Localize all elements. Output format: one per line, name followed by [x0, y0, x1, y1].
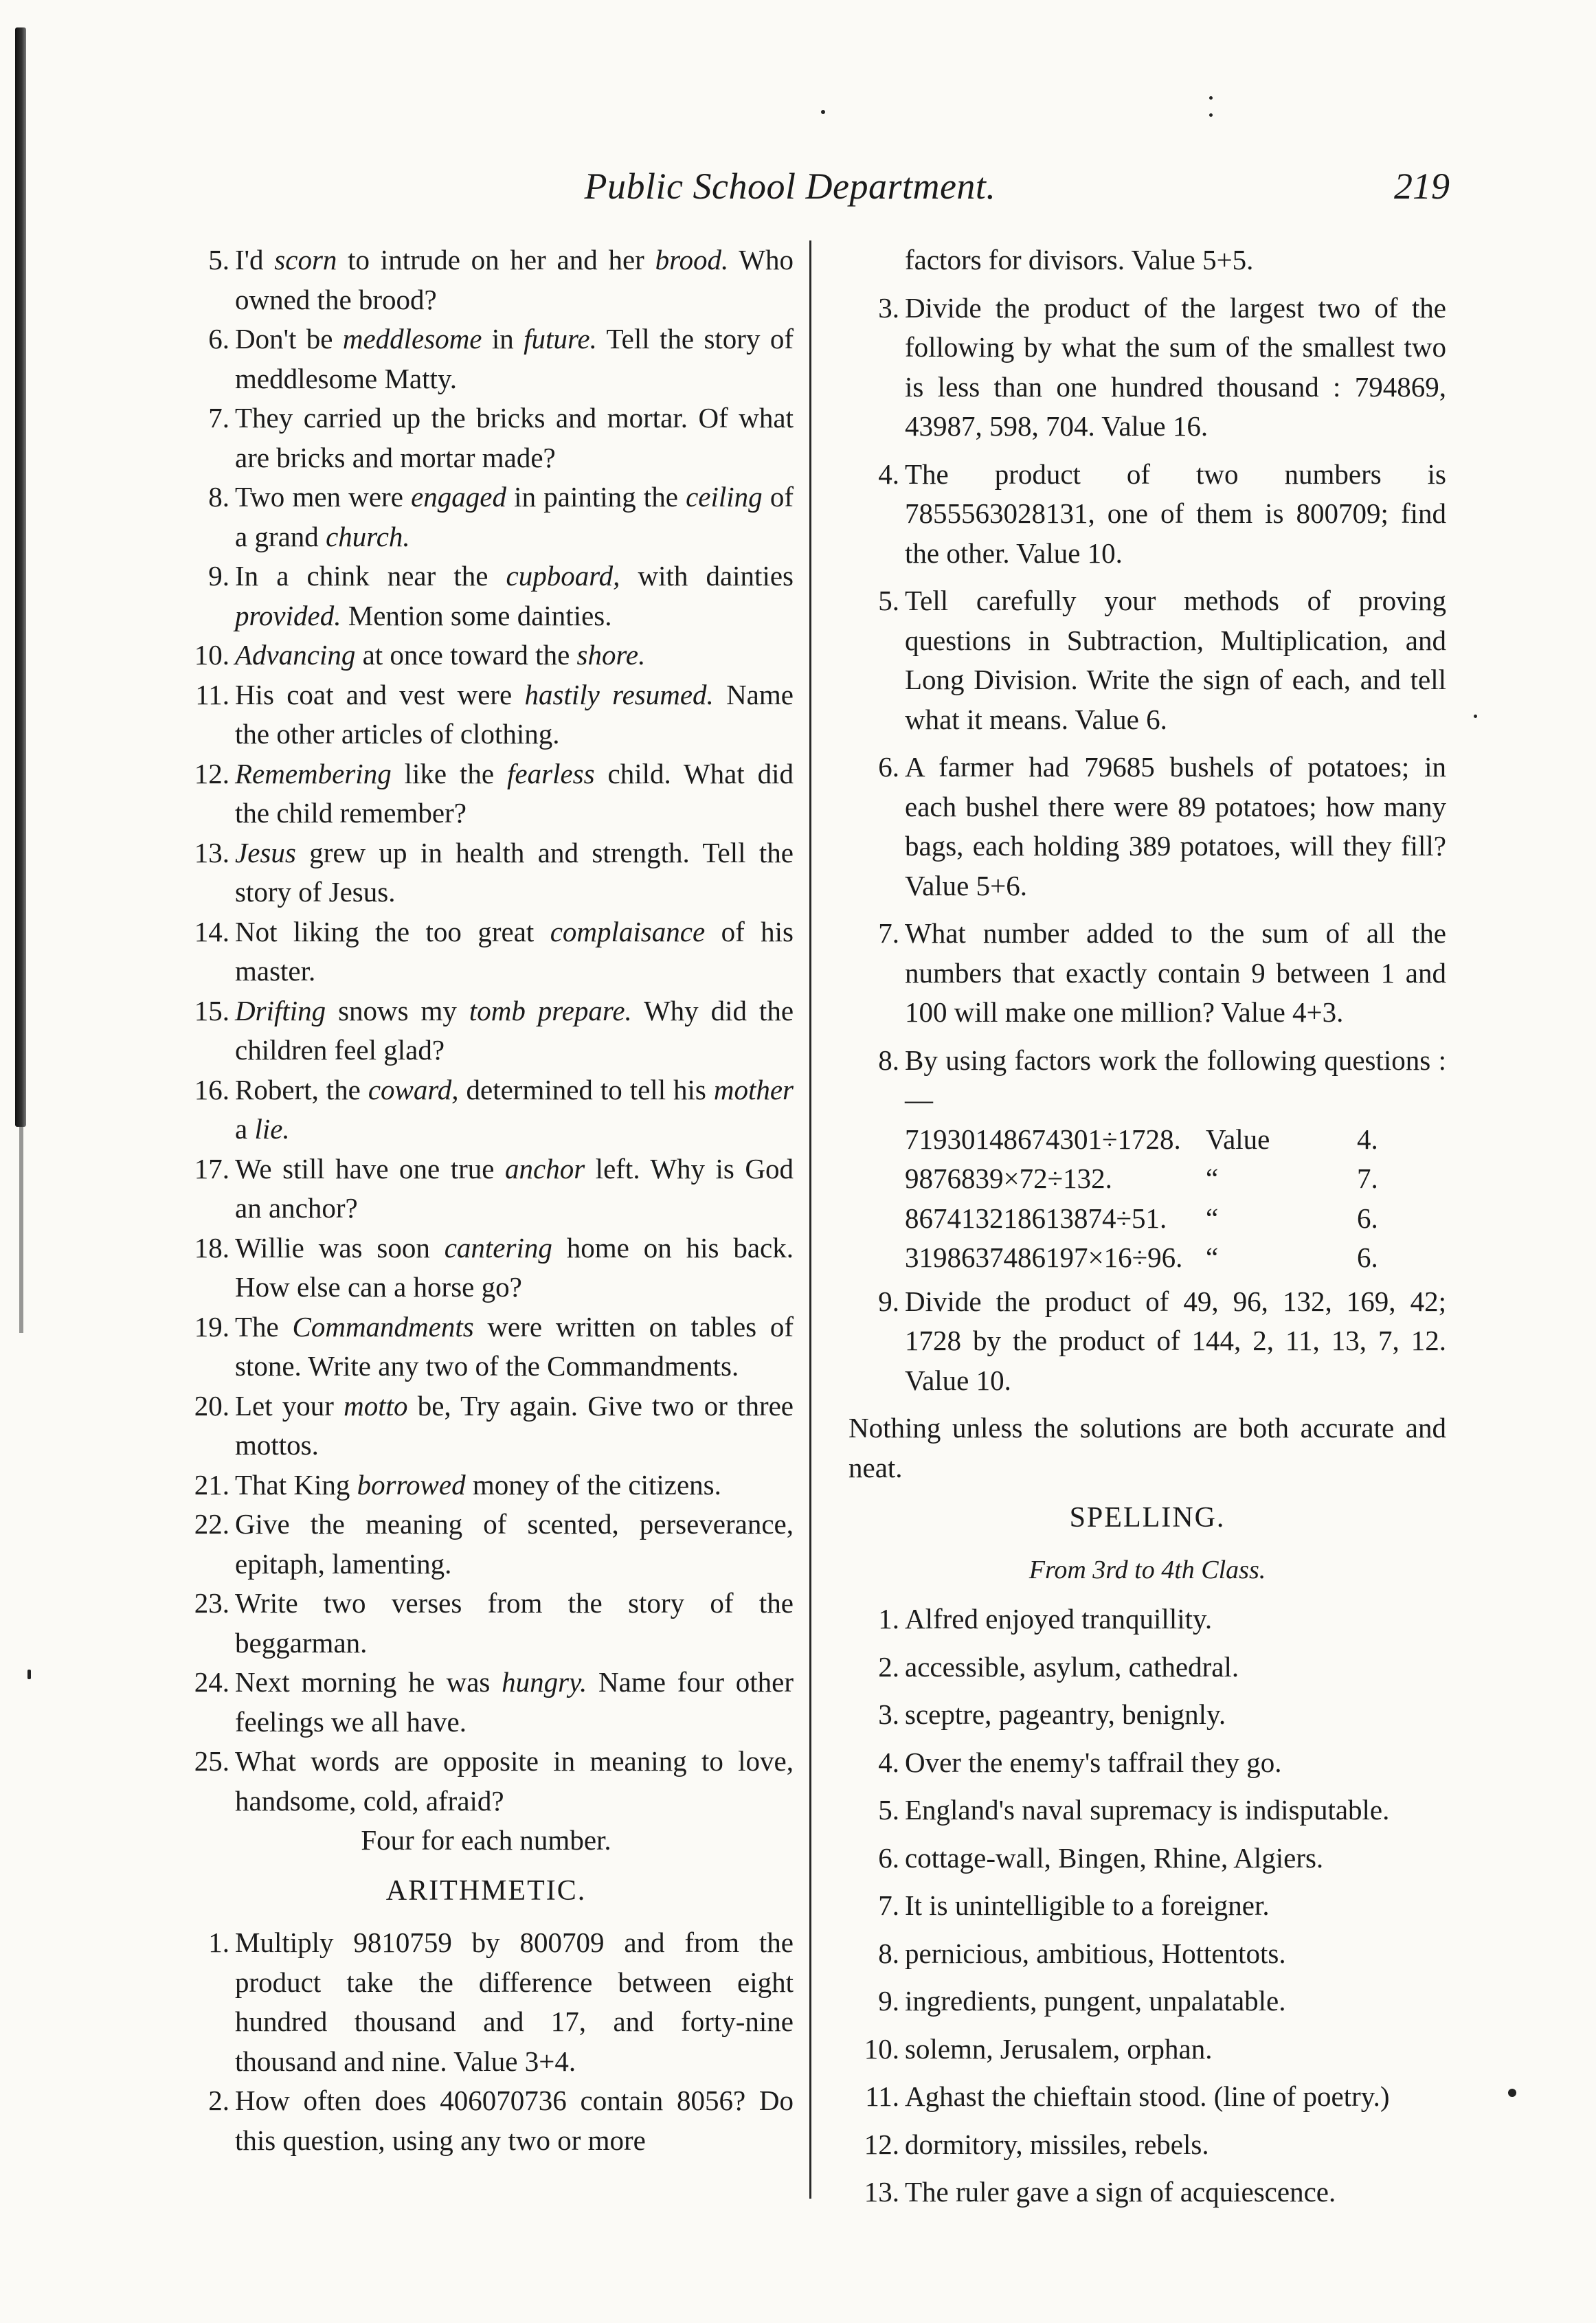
text-run: By using factors work the following questions :— [905, 1044, 1446, 1115]
text-run: They carried up the bricks and mortar. Of what are bricks and mortar made? [235, 402, 794, 473]
print-speck [1209, 113, 1213, 117]
item-number: 10. [194, 639, 229, 671]
item-number: 1. [878, 1603, 899, 1635]
spelling-item [848, 1648, 1446, 1687]
item-text [905, 751, 1446, 901]
item-text [235, 916, 794, 987]
text-run: Divide the product of 49, 96, 132, 169, 42; 1728 by the product of 144, 2, 11, 13, 7, 12. Value 10. [905, 1285, 1446, 1396]
italic-term: mother [713, 1073, 794, 1106]
question-item [179, 1923, 794, 2081]
item-text [235, 1074, 794, 1145]
item-number: 4. [878, 458, 899, 490]
item-text [905, 2129, 1209, 2160]
item-text [235, 758, 794, 829]
item-number: 14. [194, 915, 229, 947]
book-binding-shadow [19, 1127, 23, 1333]
spelling-item [848, 1886, 1446, 1926]
text-run: The product of two numbers is 7855563028131, one of them is 800709; find the other. Value 10. [905, 458, 1446, 569]
item-text [905, 2176, 1336, 2208]
print-speck [1209, 96, 1213, 100]
item-number: 6. [878, 751, 899, 783]
item-number: 22. [194, 1508, 229, 1540]
question-item [179, 1149, 794, 1228]
item-text [235, 1508, 794, 1580]
value-label: “ [1206, 1163, 1219, 1194]
item-text [235, 323, 794, 394]
item-number: 25. [194, 1745, 229, 1777]
text-run: child. What did the child remember? [235, 757, 794, 829]
item-text [235, 1469, 721, 1501]
text-run: Over the enemy's taffrail they go. [905, 1746, 1282, 1778]
italic-term: hungry. [502, 1666, 587, 1698]
text-run: England's naval supremacy is indisputable. [905, 1794, 1390, 1826]
text-run: were written on tables of stone. Write any two of the Commandments. [235, 1310, 794, 1382]
text-run: A farmer had 79685 bushels of potatoes; in each bushel there were 89 potatoes; how many bags, each holding 389 potatoes, will they fill? Value 5+6. [905, 751, 1446, 901]
italic-term: Drifting [235, 994, 326, 1026]
item-text [235, 679, 794, 750]
factor-line [848, 1120, 1446, 1160]
question-item [848, 1282, 1446, 1401]
item-number: 13. [194, 836, 229, 868]
arithmetic-questions-list [179, 1923, 794, 2160]
text-run: Tell the story of meddlesome Matty. [235, 323, 794, 394]
text-run: Name four other feelings we all have. [235, 1666, 794, 1738]
text-run: Aghast the chieftain stood. (line of poetry.) [905, 2080, 1390, 2112]
text-run: home on his back. How else can a horse go? [235, 1231, 794, 1303]
value-label: Value [1206, 1123, 1270, 1155]
item-number: 12. [864, 2128, 899, 2160]
text-run: What words are opposite in meaning to love, handsome, cold, afraid? [235, 1745, 794, 1817]
text-run: The [235, 1310, 293, 1343]
factor-line [848, 1199, 1446, 1239]
item-number: 5. [878, 1794, 899, 1826]
text-run: The ruler gave a sign of acquiescence. [905, 2176, 1336, 2208]
question-item [179, 319, 794, 399]
item-text [235, 1232, 794, 1303]
item-number: 9. [208, 560, 229, 592]
text-run: In a chink near the [235, 560, 506, 592]
spelling-item [848, 1695, 1446, 1735]
question-item [179, 991, 794, 1070]
text-run: Robert, the [235, 1073, 368, 1106]
question-item [179, 636, 794, 675]
spelling-item [848, 2125, 1446, 2165]
text-run: at once toward the [355, 639, 577, 671]
text-run: snows my [326, 994, 469, 1026]
italic-term: brood. [655, 244, 729, 276]
italic-term: cupboard, [506, 560, 620, 592]
item-number: 15. [194, 994, 229, 1026]
item-text [905, 2080, 1390, 2112]
factor-expression: 3198637486197×16÷96. [905, 1242, 1183, 1273]
spelling-item [848, 1743, 1446, 1783]
question-item [179, 1505, 794, 1584]
item-number: 6. [878, 1841, 899, 1874]
item-number: 11. [195, 678, 229, 710]
text-run: Let your [235, 1389, 344, 1422]
print-speck [821, 110, 825, 114]
item-number: 10. [864, 2032, 899, 2065]
italic-term: engaged [411, 481, 506, 513]
text-run: be, Try again. Give two or three mottos. [235, 1389, 794, 1461]
text-run: Who owned the brood? [235, 244, 794, 315]
spelling-item [848, 1982, 1446, 2021]
italic-term: anchor [505, 1152, 585, 1185]
arithmetic-questions-list-cont [848, 289, 1446, 1120]
item-text [235, 402, 794, 473]
item-number: 17. [194, 1152, 229, 1185]
item-number: 5. [208, 244, 229, 276]
item-text [905, 1794, 1389, 1826]
item-text [905, 1842, 1323, 1874]
italic-term: Remembering [235, 757, 392, 789]
factor-expression: 867413218613874÷51. [905, 1202, 1167, 1234]
item-text [905, 1985, 1285, 2017]
item-number: 19. [194, 1310, 229, 1343]
italic-term: hastily resumed. [524, 678, 714, 710]
italic-term: future. [524, 323, 597, 355]
text-run: Willie was soon [235, 1231, 445, 1264]
item-number: 8. [878, 1937, 899, 1969]
right-column [848, 240, 1446, 2221]
item-text [235, 1927, 794, 2077]
question-item [179, 2081, 794, 2160]
question-item [179, 557, 794, 636]
item-text [235, 995, 794, 1066]
spelling-subheading: From 3rd to 4th Class. [1029, 1555, 1266, 1584]
item-number: 7. [878, 1889, 899, 1921]
text-run: a [235, 1113, 255, 1145]
spelling-heading: SPELLING. [1069, 1502, 1226, 1534]
question-item [848, 748, 1446, 906]
italic-term: complaisance [550, 915, 706, 947]
item-number: 11. [865, 2080, 899, 2112]
question-item [179, 1228, 794, 1308]
header-title: Public School Department. [584, 166, 996, 207]
item-text [905, 1698, 1226, 1730]
item-text [905, 458, 1446, 569]
spelling-item [848, 2173, 1446, 2212]
spelling-item [848, 1791, 1446, 1830]
italic-term: fearless [507, 757, 595, 789]
item-text [235, 244, 794, 315]
item-text [905, 1747, 1282, 1778]
question-item [848, 455, 1446, 574]
italic-term: borrowed [357, 1468, 466, 1501]
question-item [179, 912, 794, 991]
text-run: cottage-wall, Bingen, Rhine, Algiers. [905, 1841, 1324, 1874]
item-number: 8. [208, 481, 229, 513]
italic-term: meddlesome [342, 323, 482, 355]
item-text [905, 1603, 1212, 1635]
item-text [235, 1153, 794, 1224]
accuracy-note: Nothing unless the solutions are both accurate and neat. [848, 1412, 1446, 1483]
text-run: Multiply 9810759 by 800709 and from the product take the difference between eight hundred thousand and 17, and forty-nine thousand and nine. Value 3+4. [235, 1927, 794, 2077]
text-run: Not liking the too great [235, 915, 550, 947]
item-number: 13. [864, 2176, 899, 2208]
value-number: 6. [1357, 1242, 1378, 1273]
question-item [179, 240, 794, 319]
text-run: Alfred enjoyed tranquillity. [905, 1603, 1213, 1635]
item-text [905, 1044, 1446, 1116]
item-text [235, 639, 645, 671]
spelling-item [848, 1934, 1446, 1974]
text-run: Tell carefully your methods of proving questions in Subtraction, Multiplication, and Long Division. Write the sign of each, and tell what it means. Value 6. [905, 585, 1446, 735]
spelling-item [848, 1839, 1446, 1878]
item-text [235, 2085, 794, 2156]
text-run: with dainties [620, 560, 794, 592]
arithmetic-question-9 [848, 1282, 1446, 1401]
text-run: Write two verses from the story of the beggarman. [235, 1587, 794, 1659]
text-run: pernicious, ambitious, Hottentots. [905, 1937, 1286, 1969]
arithmetic-heading: ARITHMETIC. [385, 1874, 587, 1907]
italic-term: shore. [576, 639, 646, 671]
left-column [179, 240, 794, 2160]
text-run: like the [391, 757, 508, 789]
item-number: 6. [208, 323, 229, 355]
text-run: accessible, asylum, cathedral. [905, 1650, 1239, 1683]
item-number: 1. [208, 1927, 229, 1958]
item-number: 18. [194, 1231, 229, 1264]
item-number: 12. [194, 757, 229, 789]
item-number: 9. [878, 1985, 899, 2017]
text-run: Next morning he was [235, 1666, 502, 1698]
item-number: 8. [878, 1044, 899, 1076]
italic-term: cantering [444, 1231, 552, 1264]
text-run: Give the meaning of scented, perseverance, epitaph, lamenting. [235, 1508, 794, 1580]
text-run: Why did the children feel glad? [235, 994, 794, 1066]
print-speck [1508, 2089, 1516, 2097]
value-label: “ [1206, 1202, 1219, 1234]
page-number: 219 [1394, 166, 1450, 207]
question-item [179, 1387, 794, 1466]
question-item [179, 1466, 794, 1505]
text-run: in painting the [506, 481, 686, 513]
text-run: Don't be [235, 323, 343, 355]
item-text [905, 585, 1446, 735]
question-item [848, 1041, 1446, 1120]
italic-term: church. [326, 520, 410, 552]
text-run: determined to tell his [458, 1073, 714, 1106]
text-run: dormitory, missiles, rebels. [905, 2128, 1209, 2160]
text-run: of a grand [235, 481, 794, 552]
text-run: That King [235, 1468, 357, 1501]
spelling-list [848, 1600, 1446, 2212]
question-item [848, 914, 1446, 1033]
text-run: ingredients, pungent, unpalatable. [905, 1985, 1286, 2017]
item-text [235, 481, 794, 552]
question-item [179, 1070, 794, 1149]
running-header [103, 159, 1477, 214]
text-run: left. Why is God an anchor? [235, 1152, 794, 1224]
italic-term: coward, [368, 1073, 459, 1106]
factor-expression: 71930148674301÷1728. [905, 1123, 1181, 1155]
text-run: sceptre, pageantry, benignly. [905, 1698, 1226, 1730]
item-text [235, 1666, 794, 1738]
text-run: grew up in health and strength. Tell the story of Jesus. [235, 836, 794, 908]
value-label: “ [1206, 1242, 1219, 1273]
italic-term: ceiling [686, 481, 763, 513]
item-text [235, 1587, 794, 1659]
text-run: What number added to the sum of all the numbers that exactly contain 9 between 1 and 100 will make one million? Value 4+3. [905, 917, 1446, 1028]
value-number: 6. [1357, 1202, 1378, 1234]
item-number: 16. [194, 1073, 229, 1106]
print-speck [1474, 715, 1477, 718]
question-item [179, 1584, 794, 1663]
item-text [905, 2033, 1212, 2065]
text-run: Name the other articles of clothing. [235, 678, 794, 750]
item-text [235, 837, 794, 908]
item-text [905, 1651, 1239, 1683]
item-text [905, 292, 1446, 442]
reading-questions-list [179, 240, 794, 1821]
item-text [905, 1889, 1270, 1921]
item-number: 20. [194, 1389, 229, 1422]
book-binding-edge [15, 27, 26, 1127]
item-text [905, 917, 1446, 1028]
factor-lines [848, 1120, 1446, 1278]
question-item [179, 1308, 794, 1387]
text-run: Two men were [235, 481, 412, 513]
item-number: 7. [878, 917, 899, 949]
text-run: Divide the product of the largest two of the following by what the sum of the smallest two is less than one hundred thousand : 794869, 43987, 598, 704. Value 16. [905, 291, 1446, 442]
text-run: How often does 406070736 contain 8056? Do this question, using any two or more [235, 2085, 794, 2156]
italic-term: motto [344, 1389, 408, 1422]
spelling-item [848, 1600, 1446, 1639]
italic-term: scorn [274, 244, 337, 276]
column-divider [809, 240, 811, 2199]
question-item [848, 581, 1446, 739]
factor-line [848, 1238, 1446, 1278]
item-text [905, 1286, 1446, 1396]
item-number: 9. [878, 1285, 899, 1317]
italic-term: lie. [254, 1113, 290, 1145]
question-item [179, 399, 794, 478]
item-number: 3. [878, 291, 899, 324]
text-run: We still have one true [235, 1152, 506, 1185]
question-item [179, 1742, 794, 1821]
item-number: 3. [878, 1698, 899, 1730]
question-item [179, 478, 794, 557]
value-number: 7. [1357, 1163, 1378, 1194]
spelling-item [848, 2030, 1446, 2069]
continued-text: factors for divisors. Value 5+5. [905, 244, 1254, 276]
italic-term: Jesus [235, 836, 296, 868]
item-number: 23. [194, 1587, 229, 1619]
text-run: money of the citizens. [465, 1468, 721, 1501]
question-item [848, 289, 1446, 447]
four-note: Four for each number. [361, 1824, 611, 1856]
item-number: 5. [878, 585, 899, 616]
factor-line [848, 1159, 1446, 1199]
text-run: Mention some dainties. [341, 599, 612, 631]
item-number: 2. [878, 1650, 899, 1683]
italic-term: provided. [235, 599, 341, 631]
question-item [179, 1663, 794, 1742]
text-run: solemn, Jerusalem, orphan. [905, 2032, 1213, 2065]
question-item [179, 833, 794, 912]
factor-expression: 9876839×72÷132. [905, 1163, 1112, 1194]
item-number: 7. [208, 402, 229, 434]
italic-term: tomb prepare. [469, 994, 632, 1026]
value-number: 4. [1357, 1123, 1378, 1155]
text-run: in [482, 323, 524, 355]
item-text [235, 1311, 794, 1382]
text-run: I'd [235, 244, 275, 276]
text-run: of his master. [235, 915, 794, 987]
italic-term: Advancing [235, 639, 356, 671]
item-number: 4. [878, 1746, 899, 1778]
item-text [235, 1390, 794, 1461]
item-number: 24. [194, 1666, 229, 1698]
item-text [235, 560, 794, 631]
text-run: to intrude on her and her [337, 244, 655, 276]
italic-term: Commandments [292, 1310, 474, 1343]
question-item [179, 675, 794, 754]
spelling-item [848, 2077, 1446, 2117]
item-number: 2. [208, 2085, 229, 2116]
question-item [179, 754, 794, 833]
item-number: 21. [194, 1468, 229, 1501]
item-text [905, 1938, 1286, 1969]
text-run: It is unintelligible to a foreigner. [905, 1889, 1270, 1921]
item-text [235, 1745, 794, 1817]
print-speck [27, 1670, 31, 1679]
text-run: His coat and vest were [235, 678, 525, 710]
